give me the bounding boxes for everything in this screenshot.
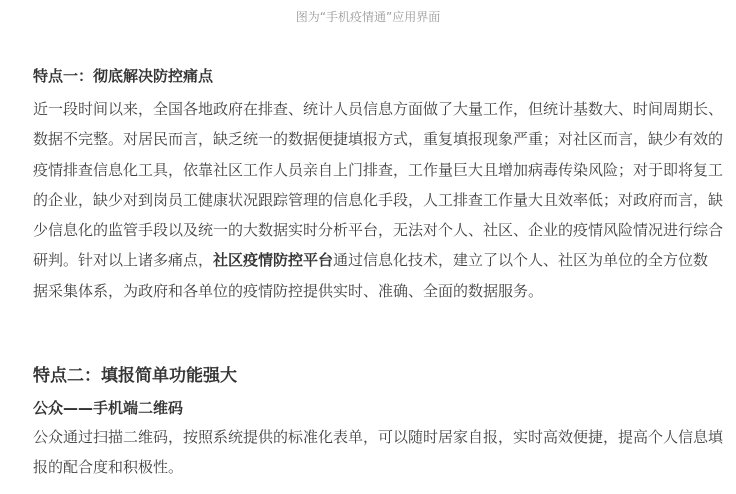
feature-one-paragraph: [33, 94, 723, 306]
feature-one-heading: 特点一：彻底解决防控痛点: [33, 67, 214, 85]
paragraph-text-before: 近一段时间以来，全国各地政府在排查、统计人员信息方面做了大量工作，但统计基数大、时间周期长、数据不完整。对居民而言，缺乏统一的数据便捷填报方式，重复填报现象严重；对社区而言，缺少有效的疫情排查信息化工具，依靠社区工作人员亲自上门排查，工作量巨大且增加病毒传染风险；对于即将复工的企业，缺少对到岗员工健康状况跟踪管理的信息化手段，人工排查工作量大且效率低；对政府而言，缺少信息化的监管手段以及统一的大数据实时分析平台，无法对个人、社区、企业的疫情风险情况进行综合研判。针对以上诸多痛点，: [33, 100, 724, 270]
paragraph-text-after: 通过信息化技术，建立了以个人、社区为单位的全方位数据采集体系，为政府和各单位的疫情防控提供实时、准确、全面的数据服务。: [33, 251, 709, 300]
feature-two-paragraph: 公众通过扫描二维码，按照系统提供的标准化表单，可以随时居家自报，实时高效便捷，提高个人信息填报的配合度和积极性。: [33, 428, 724, 476]
public-qrcode-subheading: 公众——手机端二维码: [33, 399, 184, 417]
image-caption: 图为“手机疫情通”应用界面: [295, 10, 441, 24]
platform-name-emphasis: 社区疫情防控平台: [213, 251, 334, 270]
feature-two-heading: 特点二：填报简单功能强大: [33, 366, 237, 386]
